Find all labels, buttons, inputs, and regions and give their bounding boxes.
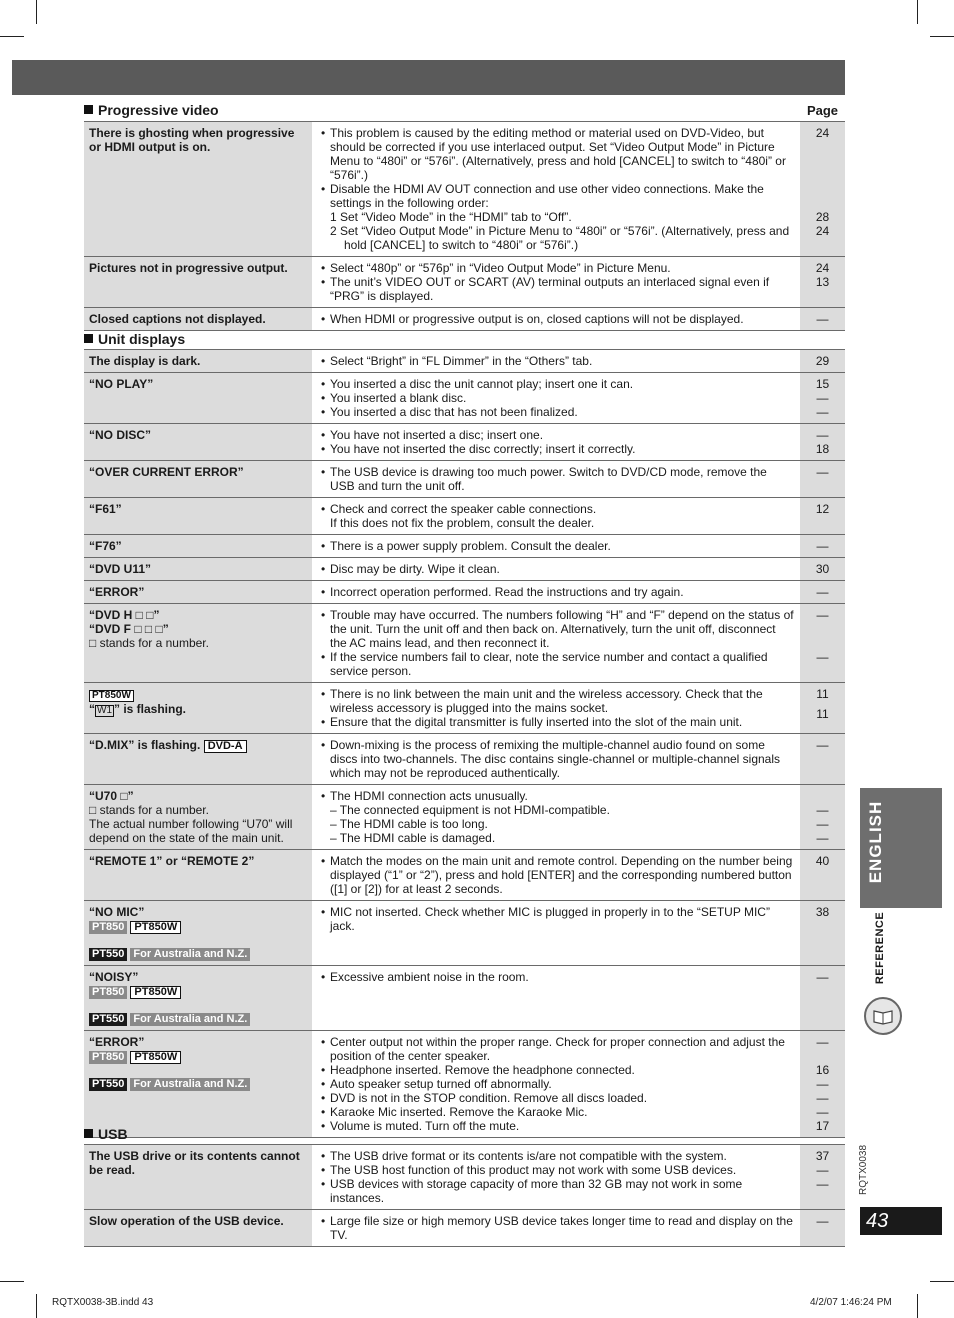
solution-cell: • Center output not within the proper range. Check for proper connection and adjust the position of the center speaker. • Headphone inserted. Remove the headphone connected. • Auto speaker setup turned off abnormally. • DVD is not in the STOP condition. Remove all discs loaded. • Karaoke Mic inserted. Remove the Karaoke Mic. • Volume is muted. Turn off the mute. bbox=[312, 1031, 800, 1138]
page-ref-cell: 29 bbox=[800, 350, 845, 373]
document-code: RQTX0038 bbox=[858, 1144, 869, 1196]
page-ref-cell: 24 28 24 bbox=[800, 122, 845, 257]
crop-mark bbox=[36, 0, 37, 24]
solution-cell: • MIC not inserted. Check whether MIC is plugged in properly in to the “SETUP MIC” jack. bbox=[312, 901, 800, 966]
table-row bbox=[84, 683, 845, 734]
usb-table bbox=[84, 1144, 845, 1247]
table-row bbox=[84, 535, 845, 558]
model-tag: PT850 bbox=[89, 921, 127, 934]
table-row bbox=[84, 604, 845, 683]
model-tag: PT550 bbox=[89, 1013, 127, 1026]
table-row bbox=[84, 901, 845, 966]
problem-cell: Pictures not in progressive output. bbox=[84, 257, 312, 308]
footer-timestamp: 4/2/07 1:46:24 PM bbox=[810, 1297, 892, 1308]
page-number: 43 bbox=[860, 1207, 942, 1235]
page-ref-cell: — — — bbox=[800, 785, 845, 850]
solution-item: • Select “480p” or “576p” in “Video Output Mode” in Picture Menu. bbox=[318, 261, 794, 275]
problem-cell: “DVD H □ □” “DVD F □ □ □” □ stands for a number. bbox=[84, 604, 312, 683]
problem-cell: “DVD U11” bbox=[84, 558, 312, 581]
table-row bbox=[84, 257, 845, 308]
crop-mark bbox=[917, 0, 918, 24]
region-tag: For Australia and N.Z. bbox=[130, 1013, 250, 1026]
problem-cell: The USB drive or its contents cannot be read. bbox=[84, 1145, 312, 1210]
problem-cell: Slow operation of the USB device. bbox=[84, 1210, 312, 1247]
solution-cell bbox=[312, 257, 800, 308]
page-ref-cell: 24 13 bbox=[800, 257, 845, 308]
solution-item: • The unit’s VIDEO OUT or SCART (AV) terminal outputs an interlaced signal even if “PRG” is displayed. bbox=[318, 275, 794, 303]
language-label: ENGLISH bbox=[866, 800, 885, 884]
model-tag: PT850 bbox=[89, 986, 127, 999]
solution-item: • Disable the HDMI AV OUT connection and use other video connections. Make the settings in the following order: 1 Set “Video Mode” in the “HDMI” tab to “Off”. 2 Set “Video Output Mode” in Picture Menu to “480i” or “576i”. (Alternatively, press and hold [CANCEL] to switch to “480i” or “576i”.) bbox=[318, 182, 794, 252]
solution-cell: • Large file size or high memory USB device takes longer time to read and display on the TV. bbox=[312, 1210, 800, 1247]
section-title-progressive: Progressive video bbox=[84, 102, 219, 118]
problem-cell: There is ghosting when progressive or HDMI output is on. bbox=[84, 122, 312, 257]
problem-cell: PT850W “ W1 ” is flashing. bbox=[84, 683, 312, 734]
page-ref-cell: 11 11 bbox=[800, 683, 845, 734]
table-row bbox=[84, 966, 845, 1031]
table-row bbox=[84, 785, 845, 850]
page-ref-cell: 15 — — bbox=[800, 373, 845, 424]
solution-cell: • Excessive ambient noise in the room. bbox=[312, 966, 800, 1031]
table-row bbox=[84, 308, 845, 331]
table-row bbox=[84, 1145, 845, 1210]
page-ref-cell: — — bbox=[800, 604, 845, 683]
crop-mark bbox=[917, 1294, 918, 1318]
crop-mark bbox=[36, 1294, 37, 1318]
unit-displays-table bbox=[84, 349, 845, 1138]
model-tag: PT850 bbox=[89, 1051, 127, 1064]
page-ref-cell: — bbox=[800, 581, 845, 604]
problem-cell: “D.MIX” is flashing. DVD-A bbox=[84, 734, 312, 785]
table-row bbox=[84, 1210, 845, 1247]
page-ref-cell: — bbox=[800, 308, 845, 331]
page-ref-cell: — 16 — — — 17 bbox=[800, 1031, 845, 1138]
solution-cell: • There is a power supply problem. Consult the dealer. bbox=[312, 535, 800, 558]
disc-type-tag: DVD-A bbox=[204, 740, 247, 753]
crop-mark bbox=[930, 36, 954, 37]
page-ref-cell: 37 — — bbox=[800, 1145, 845, 1210]
table-row bbox=[84, 850, 845, 901]
solution-cell: • The USB device is drawing too much power. Switch to DVD/CD mode, remove the USB and turn the unit off. bbox=[312, 461, 800, 498]
table-row bbox=[84, 498, 845, 535]
solution-cell: • Trouble may have occurred. The numbers following “H” and “F” depend on the status of the unit. Turn the unit off and then back on. Alternatively, turn the unit off, disconnect the AC mains lead, and then reconnect it. • If the service numbers fail to clear, note the service number and contact a qualified service person. bbox=[312, 604, 800, 683]
solution-cell: • Down-mixing is the process of remixing the multiple-channel audio found on some discs into two-channels. The disc contains single-channel or multiple-channel signals which may not be reproduced authentically. bbox=[312, 734, 800, 785]
page-ref-cell: 12 bbox=[800, 498, 845, 535]
page-ref-cell: — bbox=[800, 1210, 845, 1247]
book-icon bbox=[864, 997, 902, 1035]
page-ref-cell: — 18 bbox=[800, 424, 845, 461]
table-row bbox=[84, 734, 845, 785]
table-row bbox=[84, 350, 845, 373]
page-ref-cell: 40 bbox=[800, 850, 845, 901]
solution-cell: • Match the modes on the main unit and remote control. Depending on the number being displayed (“1” or “2”), press and hold [ENTER] and the corresponding numbered button ([1] or [2]) for at least 2 seconds. bbox=[312, 850, 800, 901]
crop-mark bbox=[0, 1281, 24, 1282]
solution-cell: • The USB drive format or its contents is/are not compatible with the system. • The USB host function of this product may not work with some USB devices. • USB devices with storage capacity of more than 32 GB may not work in some instances. bbox=[312, 1145, 800, 1210]
page-ref-cell: — bbox=[800, 966, 845, 1031]
problem-cell: “NO PLAY” bbox=[84, 373, 312, 424]
table-row bbox=[84, 581, 845, 604]
section-title-usb: USB bbox=[84, 1126, 128, 1142]
problem-cell: “REMOTE 1” or “REMOTE 2” bbox=[84, 850, 312, 901]
page-ref-cell: 30 bbox=[800, 558, 845, 581]
model-tag: PT850W bbox=[130, 986, 181, 999]
table-row bbox=[84, 558, 845, 581]
table-row bbox=[84, 1031, 845, 1138]
solution-cell: • Disc may be dirty. Wipe it clean. bbox=[312, 558, 800, 581]
solution-cell bbox=[312, 122, 800, 257]
header-bar bbox=[12, 60, 845, 95]
solution-cell: • The HDMI connection acts unusually. – The connected equipment is not HDMI-compatible. – The HDMI cable is too long. – The HDMI cable is damaged. bbox=[312, 785, 800, 850]
model-tag: PT850W bbox=[130, 1051, 181, 1064]
crop-mark bbox=[0, 36, 24, 37]
problem-cell: “ERROR” bbox=[84, 581, 312, 604]
problem-cell: “NOISY” PT850 PT850W PT550 For Australia and N.Z. bbox=[84, 966, 312, 1031]
problem-cell: “U70 □” □ stands for a number. The actual number following “U70” will depend on the state of the main unit. bbox=[84, 785, 312, 850]
step-item: 2 Set “Video Output Mode” in Picture Menu to “480i” or “576i”. (Alternatively, press and hold [CANCEL] to switch to “480i” or “576i”.) bbox=[330, 224, 790, 252]
page-column-label: Page bbox=[806, 103, 839, 118]
model-tag: PT850W bbox=[130, 921, 181, 934]
model-tag: PT550 bbox=[89, 948, 127, 961]
solution-cell: • Incorrect operation performed. Read the instructions and try again. bbox=[312, 581, 800, 604]
page-ref-cell: — bbox=[800, 535, 845, 558]
solution-cell: • There is no link between the main unit and the wireless accessory. Check that the wireless accessory is plugged into the mains socket. • Ensure that the digital transmitter is fully inserted into the slot of the main unit. bbox=[312, 683, 800, 734]
problem-cell: “NO DISC” bbox=[84, 424, 312, 461]
solution-item: • When HDMI or progressive output is on, closed captions will not be displayed. bbox=[318, 312, 794, 326]
model-tag: PT850W bbox=[89, 690, 134, 702]
solution-cell: • Check and correct the speaker cable connections. If this does not fix the problem, consult the dealer. bbox=[312, 498, 800, 535]
model-tag: PT550 bbox=[89, 1078, 127, 1091]
page-ref-cell: — bbox=[800, 461, 845, 498]
problem-cell: “F76” bbox=[84, 535, 312, 558]
table-row bbox=[84, 373, 845, 424]
solution-cell: • Select “Bright” in “FL Dimmer” in the “Others” tab. bbox=[312, 350, 800, 373]
page-ref-cell: 38 bbox=[800, 901, 845, 966]
table-row bbox=[84, 424, 845, 461]
region-tag: For Australia and N.Z. bbox=[130, 948, 250, 961]
problem-cell: “OVER CURRENT ERROR” bbox=[84, 461, 312, 498]
problem-cell: “ERROR” PT850 PT850W PT550 For Australia and N.Z. bbox=[84, 1031, 312, 1138]
solution-cell: • You have not inserted a disc; insert one. • You have not inserted the disc correctly; insert it correctly. bbox=[312, 424, 800, 461]
crop-mark bbox=[930, 1281, 954, 1282]
footer-file: RQTX0038-3B.indd 43 bbox=[52, 1297, 154, 1308]
region-tag: For Australia and N.Z. bbox=[130, 1078, 250, 1091]
problem-cell: Closed captions not displayed. bbox=[84, 308, 312, 331]
reference-label: REFERENCE bbox=[874, 911, 886, 985]
wireless-indicator-icon: W1 bbox=[97, 705, 112, 716]
problem-cell: The display is dark. bbox=[84, 350, 312, 373]
page-ref-cell: — bbox=[800, 734, 845, 785]
step-item: 1 Set “Video Mode” in the “HDMI” tab to “Off”. bbox=[330, 210, 572, 224]
problem-cell: “NO MIC” PT850 PT850W PT550 For Australia and N.Z. bbox=[84, 901, 312, 966]
solution-cell bbox=[312, 308, 800, 331]
section-title-unit-displays: Unit displays bbox=[84, 331, 185, 347]
table-row bbox=[84, 461, 845, 498]
problem-cell: “F61” bbox=[84, 498, 312, 535]
progressive-table bbox=[84, 121, 845, 331]
solution-item: • This problem is caused by the editing method or material used on DVD-Video, but should be corrected if you use interlaced output. Set “Video Output Mode” in Picture Menu to “480i” or “576i”. (Alternatively, press and hold [CANCEL] to switch to “480i” or “576i”.) bbox=[318, 126, 794, 182]
solution-cell: • You inserted a disc the unit cannot play; insert one it can. • You inserted a blank disc. • You inserted a disc that has not been finalized. bbox=[312, 373, 800, 424]
table-row bbox=[84, 122, 845, 257]
